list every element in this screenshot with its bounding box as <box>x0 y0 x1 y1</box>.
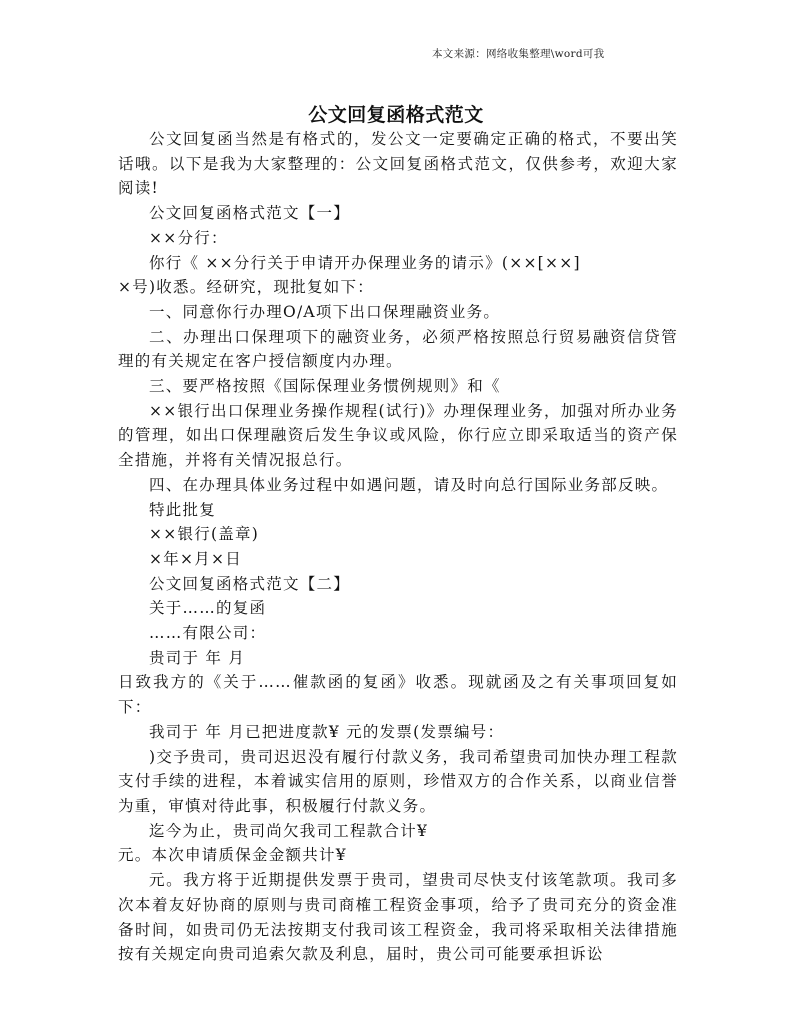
body-paragraph: 元。本次申请质保金金额共计¥ <box>118 846 347 865</box>
reply-item-three: 三、要严格按照《国际保理业务惯例规则》和《 <box>149 377 501 396</box>
document-body <box>118 127 678 967</box>
closing-phrase: 特此批复 <box>149 500 217 519</box>
body-paragraph: 我司于 年 月已把进度款¥ 元的发票(发票编号： <box>149 722 505 741</box>
reply-item-one: 一、同意你行办理O/A项下出口保理融资业务。 <box>149 302 501 321</box>
salutation-branch: ××分行： <box>149 228 228 247</box>
section-heading-two: 公文回复函格式范文【二】 <box>149 574 351 593</box>
body-paragraph: 元。我方将于近期提供发票于贵司，望贵司尽快支付该笔款项。我司多次本着友好协商的原则与贵司商榷工程资金事项，给予了贵司充分的资金准备时间，如贵司仍无法按期支付我司该工程资金，我司将采取相关法律措施按有关规定向贵司追索欠款及利息，届时，贵公司可能要承担诉讼 <box>118 871 678 964</box>
body-paragraph: ×号)收悉。经研究，现批复如下： <box>118 278 375 297</box>
signature-seal: ××银行(盖章) <box>149 525 260 544</box>
section-heading-one: 公文回复函格式范文【一】 <box>149 204 351 223</box>
body-paragraph: 日致我方的《关于……催款函的复函》收悉。现就函及之有关事项回复如下： <box>118 673 678 717</box>
body-paragraph: 你行《 ××分行关于申请开办保理业务的请示》(××[××] <box>149 253 581 272</box>
reply-item-two: 二、办理出口保理项下的融资业务，必须严格按照总行贸易融资信贷管理的有关规定在客户授信额度内办理。 <box>118 327 678 371</box>
reply-item-four: 四、在办理具体业务过程中如遇问题，请及时向总行国际业务部反映。 <box>149 475 669 494</box>
document-title: 公文回复函格式范文 <box>308 104 484 126</box>
signature-date: ×年×月×日 <box>149 549 242 568</box>
salutation-company: ……有限公司： <box>149 624 267 643</box>
body-paragraph: )交予贵司，贵司迟迟没有履行付款义务，我司希望贵司加快办理工程款支付手续的进程，本着诚实信用的原则，珍惜双方的合作关系，以商业信誉为重，审慎对待此事，积极履行付款义务。 <box>118 747 678 815</box>
body-paragraph: 贵司于 年 月 <box>149 648 246 667</box>
body-paragraph: ××银行出口保理业务操作规程(试行)》办理保理业务，加强对所办业务的管理，如出口保理融资后发生争议或风险，你行应立即采取适当的资产保全措施，并将有关情况报总行。 <box>118 401 678 470</box>
letter-subject: 关于……的复函 <box>149 599 267 618</box>
source-note: 本文来源：网络收集整理\word可我 <box>432 48 605 60</box>
body-paragraph: 迄今为止，贵司尚欠我司工程款合计¥ <box>149 821 429 840</box>
intro-paragraph: 公文回复函当然是有格式的，发公文一定要确定正确的格式，不要出笑话哦。以下是我为大家整理的：公文回复函格式范文，仅供参考，欢迎大家阅读! <box>118 130 678 198</box>
